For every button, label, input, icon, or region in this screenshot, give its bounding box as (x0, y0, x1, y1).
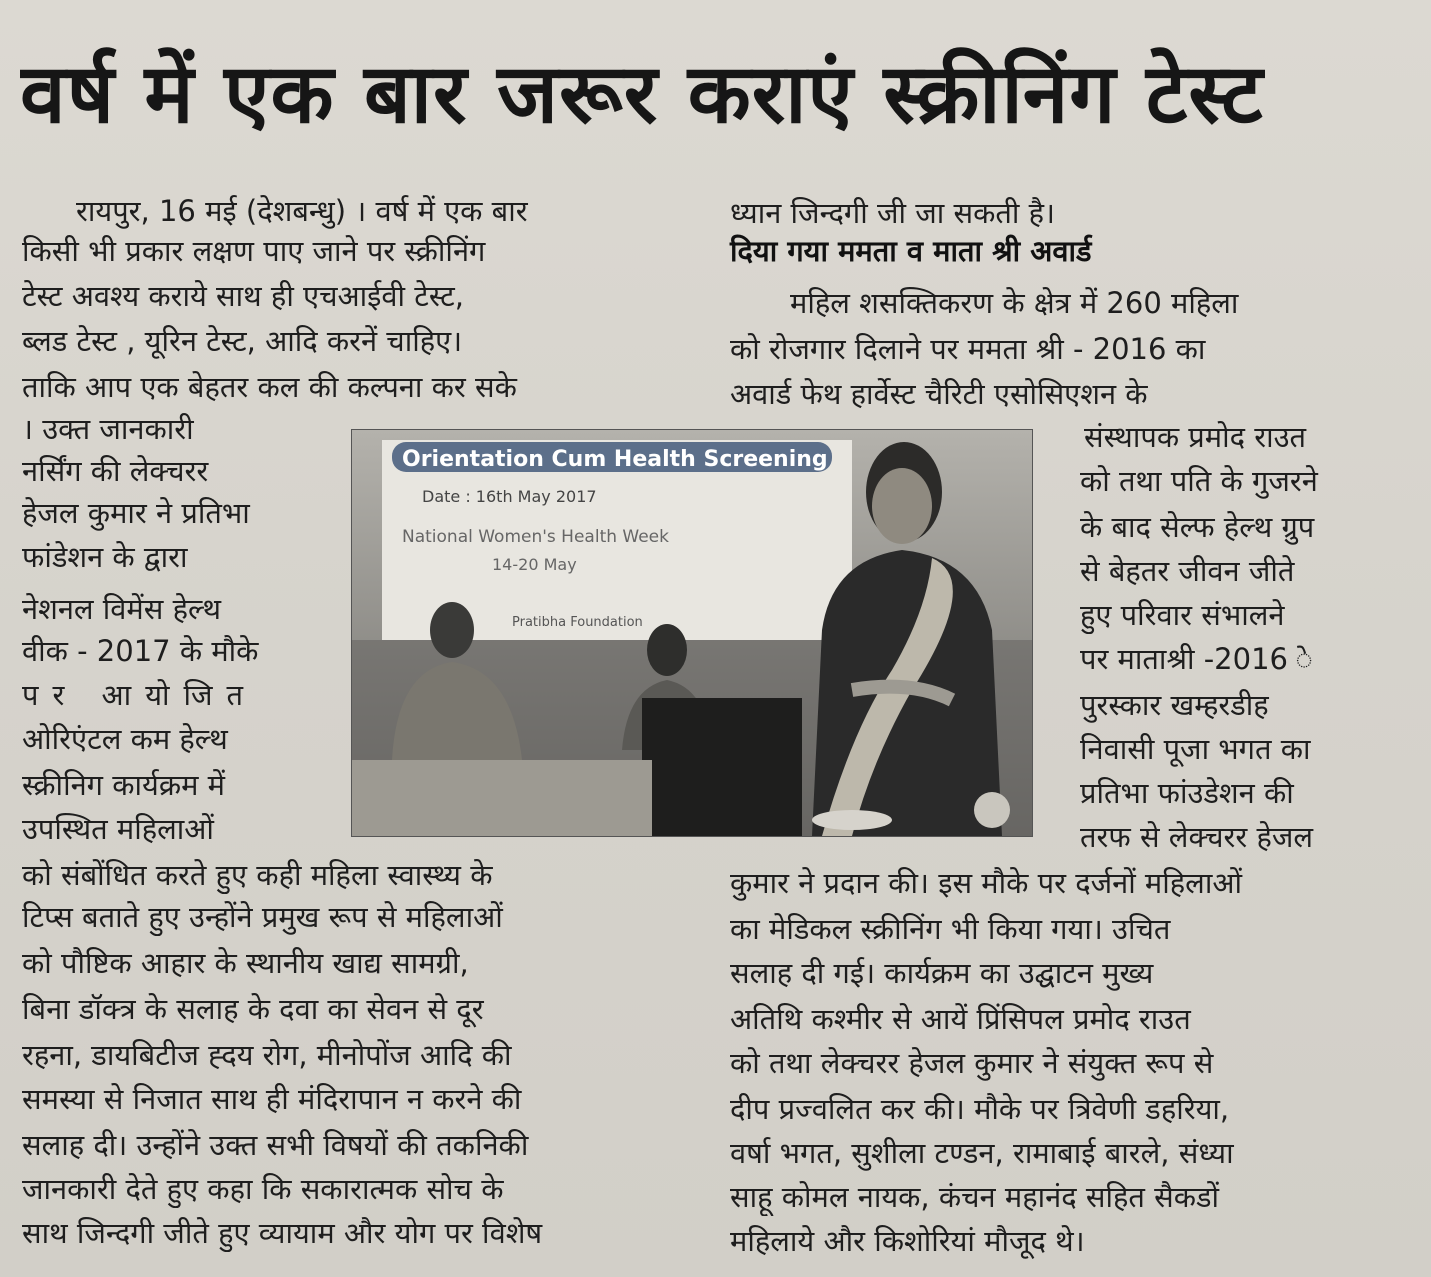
event-photo (352, 430, 1032, 836)
text-line: हुए परिवार संभालने (1080, 598, 1285, 632)
text-line: स्क्रीनिग कार्यक्रम में (22, 768, 225, 802)
text-line: प्रतिभा फांउडेशन की (1080, 776, 1294, 810)
banner-title: Orientation Cum Health Screening (402, 447, 828, 472)
text-line: का मेडिकल स्क्रीनिंग भी किया गया। उचित (730, 912, 1171, 946)
text-line: वीक - 2017 के मौके (22, 634, 259, 668)
text-line: नर्सिंग की लेक्चरर (22, 454, 209, 488)
text-line: महिलाये और किशोरियां मौजूद थे। (730, 1224, 1085, 1258)
text-line: पर माताश्री -2016 े (1080, 642, 1313, 676)
text-line: पुरस्कार खम्हरडीह (1080, 688, 1269, 722)
text-line: दीप प्रज्वलित कर की। मौके पर त्रिवेणी डहरिया, (730, 1092, 1230, 1126)
text-line: । उक्त जानकारी (22, 412, 194, 446)
person-seated (430, 602, 474, 658)
speaker-face (872, 468, 932, 544)
text-line: रायपुर, 16 मई (देशबन्धु) । वर्ष में एक बार (76, 194, 528, 228)
text-line: अवार्ड फेथ हार्वेस्ट चैरिटी एसोसिएशन के (730, 377, 1148, 411)
text-line: कुमार ने प्रदान की। इस मौके पर दर्जनों महिलाओं (730, 866, 1242, 900)
text-line: महिल शसक्तिकरण के क्षेत्र में 260 महिला (790, 286, 1239, 320)
text-line: ताकि आप एक बेहतर कल की कल्पना कर सके (22, 370, 517, 404)
text-line: संस्थापक प्रमोद राउत (1084, 420, 1307, 454)
text-line: अतिथि कश्मीर से आयें प्रिंसिपल प्रमोद राउत (730, 1002, 1191, 1036)
text-line: वर्षा भगत, सुशीला टण्डन, रामाबाई बारले, संध्या (730, 1136, 1234, 1170)
person-seated (647, 624, 687, 676)
text-line: टिप्स बताते हुए उन्होंने प्रमुख रूप से महिलाओं (22, 900, 503, 934)
text-line: निवासी पूजा भगत का (1080, 732, 1311, 766)
text-line: को संबोंधित करते हुए कही महिला स्वास्थ्य के (22, 858, 493, 892)
text-line: साथ जिन्दगी जीते हुए व्यायाम और योग पर विशेष (22, 1216, 543, 1250)
text-line: किसी भी प्रकार लक्षण पाए जाने पर स्क्रीनिंग (22, 234, 486, 268)
text-line: उपस्थित महिलाओं (22, 812, 214, 846)
text-line: रहना, डायबिटीज ह्दय रोग, मीनोपोंज आदि की (22, 1038, 512, 1072)
text-line: नेशनल विमेंस हेल्थ (22, 592, 222, 626)
text-line: को तथा पति के गुजरने (1080, 464, 1318, 498)
text-line: टेस्ट अवश्य कराये साथ ही एचआईवी टेस्ट, (22, 279, 464, 313)
text-line: तरफ से लेक्चरर हेजल (1080, 820, 1314, 854)
headline: वर्ष में एक बार जरूर कराएं स्क्रीनिंग टेस्ट (20, 47, 1264, 142)
text-line: को तथा लेक्चरर हेजल कुमार ने संयुक्त रूप से (730, 1046, 1214, 1080)
text-line: पर आयोजित (22, 678, 258, 712)
text-line: हेजल कुमार ने प्रतिभा (22, 496, 250, 530)
text-line: को पौष्टिक आहार के स्थानीय खाद्य सामग्री, (22, 946, 469, 980)
text-line: साहू कोमल नायक, कंचन महानंद सहित सैकडों (730, 1180, 1220, 1214)
banner-date: Date : 16th May 2017 (422, 487, 597, 506)
text-line: जानकारी देते हुए कहा कि सकारात्मक सोच के (22, 1172, 504, 1206)
text-line: सलाह दी। उन्होंने उक्त सभी विषयों की तकनिकी (22, 1128, 529, 1162)
subheading: दिया गया ममता व माता श्री अवार्ड (730, 234, 1092, 268)
text-line: समस्या से निजात साथ ही मंदिरापान न करने की (22, 1082, 522, 1116)
text-line: ओरिएंटल कम हेल्थ (22, 722, 228, 756)
banner-line: 14-20 May (492, 555, 577, 574)
banner-line: National Women's Health Week (402, 527, 669, 547)
text-line: से बेहतर जीवन जीते (1080, 554, 1295, 588)
text-line: के बाद सेल्फ हेल्थ ग्रुप (1080, 510, 1315, 544)
text-line: फांडेशन के द्वारा (22, 540, 188, 574)
text-line: सलाह दी गई। कार्यक्रम का उद्घाटन मुख्य (730, 956, 1154, 990)
text-line: को रोजगार दिलाने पर ममता श्री - 2016 का (730, 332, 1206, 366)
text-line: बिना डॉक्त्र के सलाह के दवा का सेवन से दूर (22, 992, 484, 1026)
text-line: ध्यान जिन्दगी जी जा सकती है। (730, 196, 1056, 230)
podium (642, 698, 802, 836)
text-line: ब्लड टेस्ट , यूरिन टेस्ट, आदि करनें चाहिए। (22, 324, 463, 358)
banner-line: Pratibha Foundation (512, 615, 643, 630)
